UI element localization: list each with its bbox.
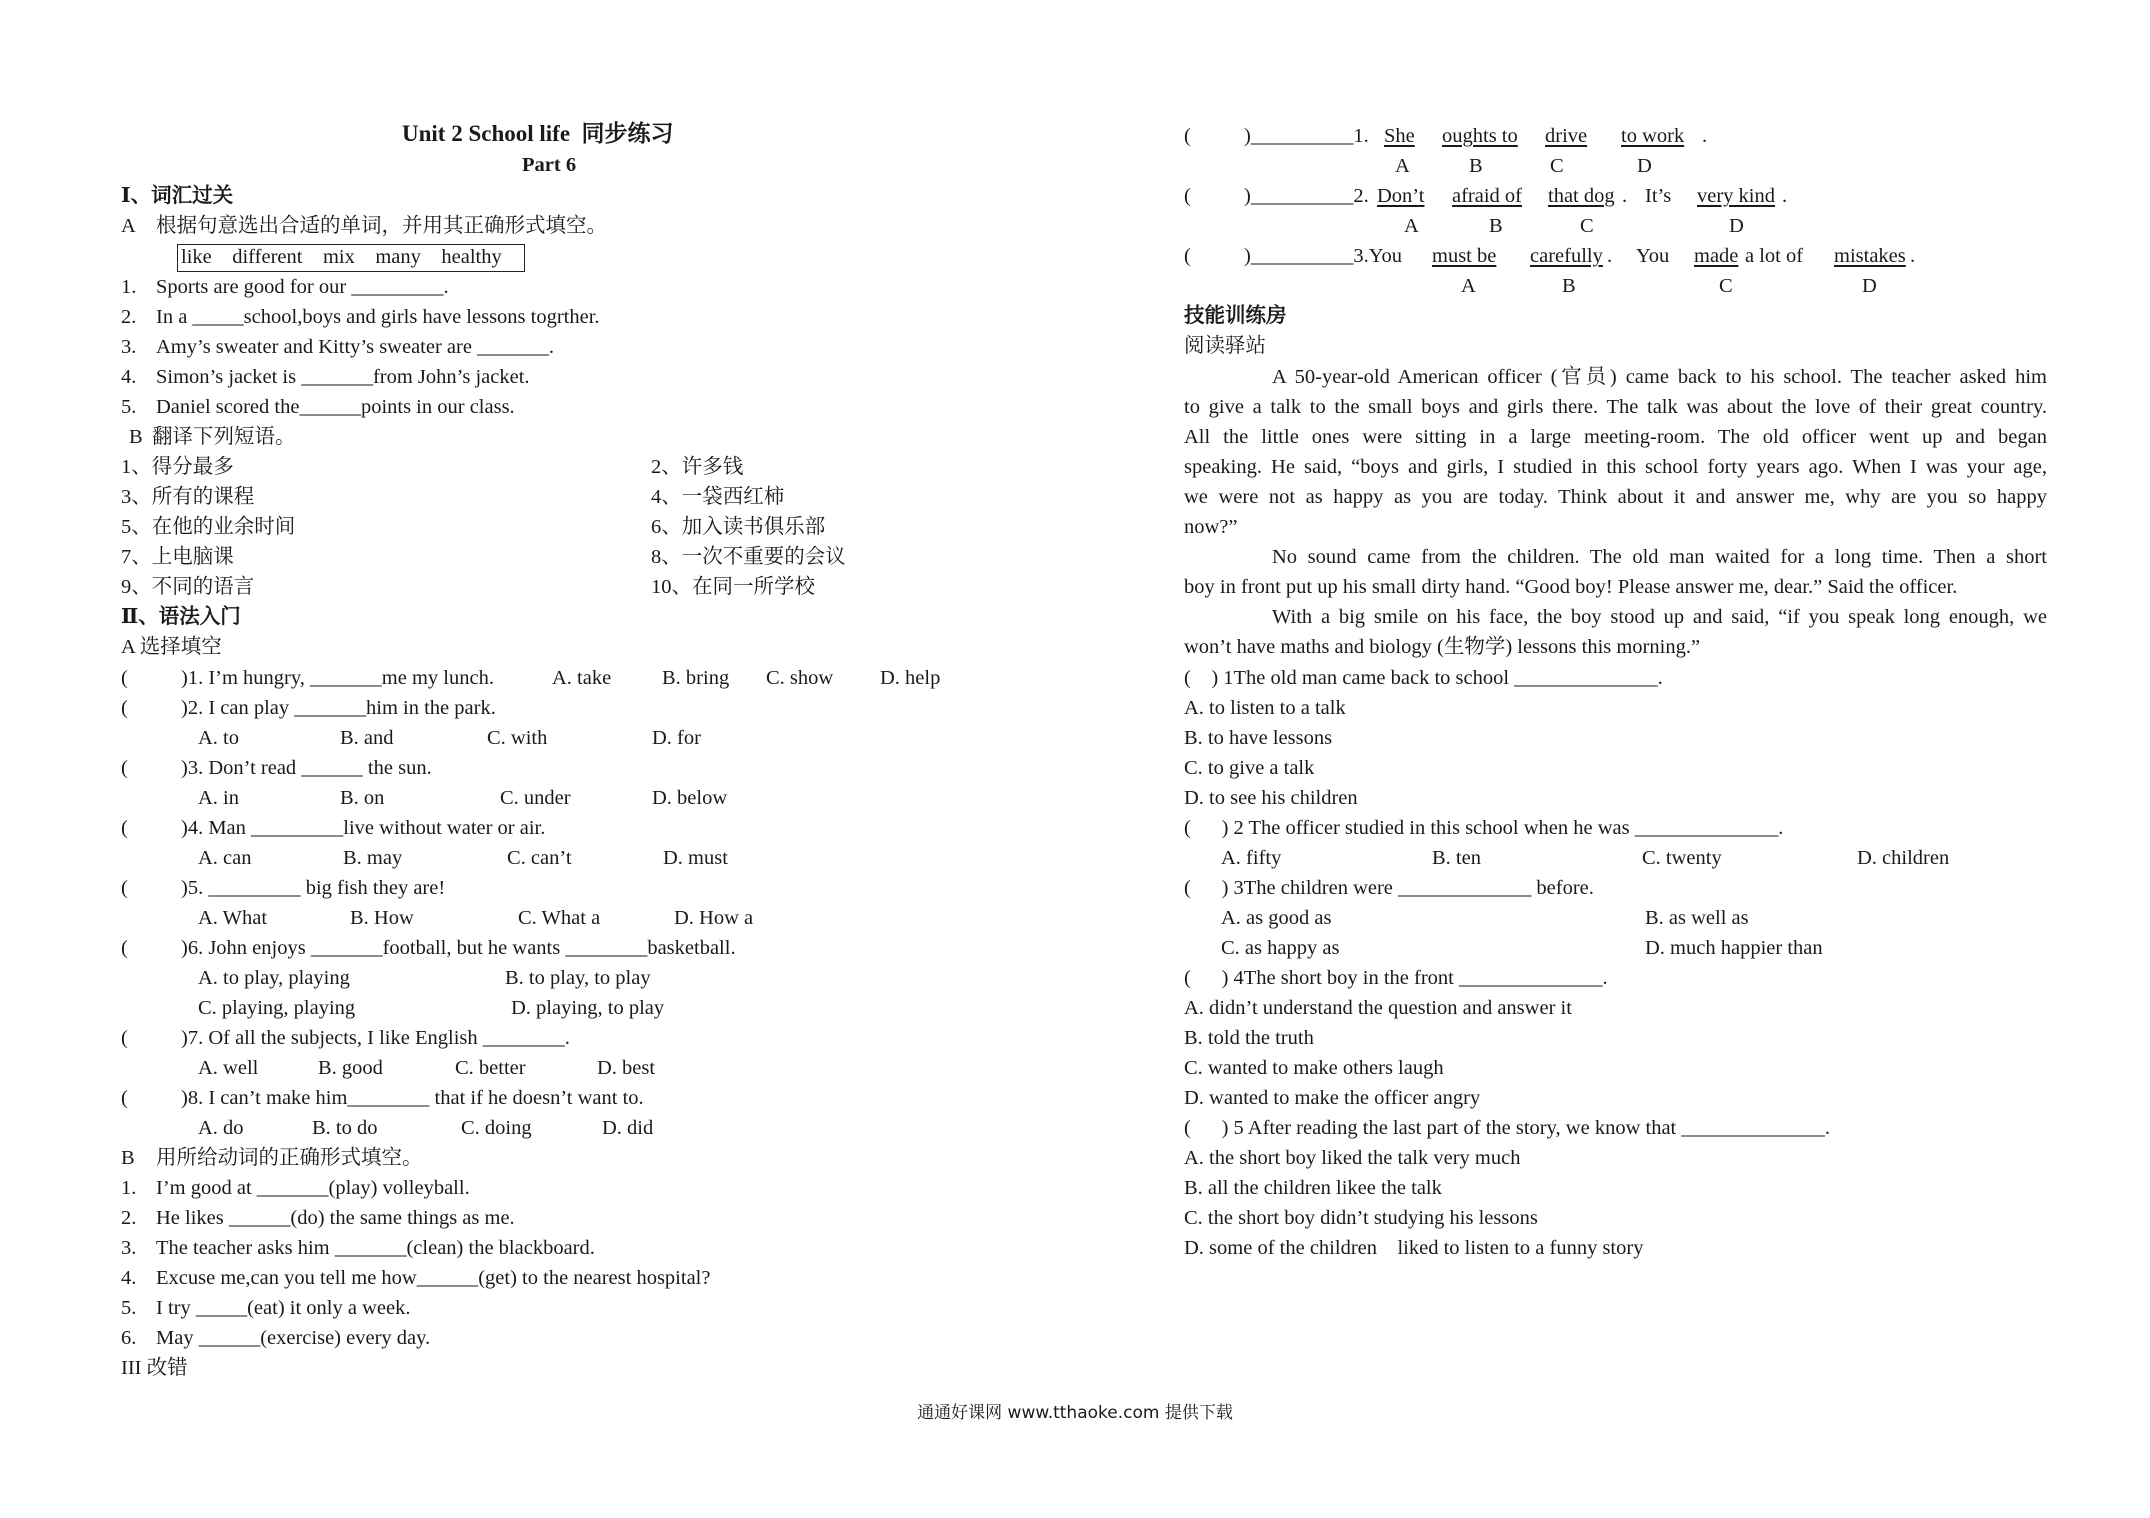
verb-num: 5. (121, 1297, 137, 1319)
error-2-dot: . (1622, 185, 1628, 207)
phrase-item: 2、许多钱 (651, 456, 744, 478)
error-3-part: mistakes (1834, 245, 1906, 267)
vocab-item: Sports are good for our _________. (156, 276, 449, 298)
error-3-part: a lot of (1745, 245, 1804, 267)
option: A. take (552, 667, 612, 689)
verb-item: I try _____(eat) it only a week. (156, 1297, 411, 1319)
passage-line: No sound came from the children. The old man waited for a long time. Then a short (1272, 546, 2047, 568)
error-1-part: oughts to (1442, 125, 1518, 147)
option: A. in (198, 787, 239, 809)
error-3-part: carefully (1530, 245, 1603, 267)
option: B. told the truth (1184, 1027, 1314, 1049)
vocab-item: Amy’s sweater and Kitty’s sweater are _______. (156, 336, 554, 358)
error-1-part: drive (1545, 125, 1588, 147)
error-2-period: . (1782, 185, 1788, 207)
vocab-num: 5. (121, 396, 137, 418)
error-3-period: . (1910, 245, 1916, 267)
footer-credit: 通通好课网 www.tthaoke.com 提供下载 (917, 1403, 1233, 1423)
option: C. as happy as (1221, 937, 1340, 959)
option: D. children (1857, 847, 1950, 869)
option: C. wanted to make others laugh (1184, 1057, 1444, 1079)
question-6: )6. John enjoys _______football, but he wants ________basketball. (181, 937, 736, 959)
option: D. playing, to play (511, 997, 665, 1019)
option: A. to (198, 727, 239, 749)
passage-line: All the little ones were sitting in a large meeting-room. The old officer went up and began (1184, 426, 2047, 448)
question-paren: ( (121, 817, 128, 839)
option: C. What a (518, 907, 601, 929)
letter-a: A (1461, 275, 1476, 297)
option: D. much happier than (1645, 937, 1823, 959)
page-subtitle: Part 6 (522, 154, 577, 176)
verb-item: I’m good at _______(play) volleyball. (156, 1177, 470, 1199)
section-1-heading: Ⅰ、词汇过关 (121, 185, 234, 207)
phrase-item: 9、不同的语言 (121, 576, 255, 598)
section-4-subheading: 阅读驿站 (1184, 335, 1266, 357)
verb-num: 3. (121, 1237, 137, 1259)
passage-line: now?” (1184, 516, 1238, 538)
verb-num: 2. (121, 1207, 137, 1229)
option: D. must (663, 847, 728, 869)
letter-a: A (1404, 215, 1419, 237)
error-3-part: made (1694, 245, 1739, 267)
question-paren: ( (121, 667, 128, 689)
phrase-item: 5、在他的业余时间 (121, 516, 296, 538)
option: B. ten (1432, 847, 1481, 869)
phrase-item: 6、加入读书俱乐部 (651, 516, 826, 538)
phrase-item: 3、所有的课程 (121, 486, 255, 508)
reading-question-3: ( ) 3The children were _____________ before. (1184, 877, 1594, 899)
option: C. with (487, 727, 548, 749)
option: A. fifty (1221, 847, 1282, 869)
letter-c: C (1550, 155, 1564, 177)
error-2-part: very kind (1697, 185, 1775, 207)
vocab-num: 2. (121, 306, 137, 328)
reading-question-5: ( ) 5 After reading the last part of the story, we know that ______________. (1184, 1117, 1830, 1139)
letter-b: B (1489, 215, 1503, 237)
vocab-item: In a _____school,boys and girls have lessons togrther. (156, 306, 600, 328)
section-1b-label: B (129, 426, 143, 448)
option: B. to have lessons (1184, 727, 1333, 749)
letter-b: B (1469, 155, 1483, 177)
option: B. to play, to play (505, 967, 651, 989)
vocab-num: 1. (121, 276, 137, 298)
letter-c: C (1719, 275, 1733, 297)
vocab-item: Simon’s jacket is _______from John’s jacket. (156, 366, 530, 388)
vocab-item: Daniel scored the______points in our class. (156, 396, 515, 418)
question-3: )3. Don’t read ______ the sun. (181, 757, 432, 779)
question-paren: ( (121, 877, 128, 899)
letter-b: B (1562, 275, 1576, 297)
option: A. well (198, 1057, 259, 1079)
passage-line: With a big smile on his face, the boy stood up and said, “if you speak long enough, we (1272, 606, 2047, 628)
option: A. do (198, 1117, 244, 1139)
error-3-part: must be (1432, 245, 1497, 267)
question-5: )5. _________ big fish they are! (181, 877, 446, 899)
option: A. can (198, 847, 252, 869)
verb-item: Excuse me,can you tell me how______(get) to the nearest hospital? (156, 1267, 711, 1289)
passage-line: speaking. He said, “boys and girls, I studied in this school forty years ago. When I was your age, (1184, 456, 2047, 478)
option: D. best (597, 1057, 656, 1079)
section-2a-label: A 选择填空 (121, 636, 222, 658)
letter-a: A (1395, 155, 1410, 177)
error-2-number: )__________2. (1244, 185, 1369, 207)
passage-line: won’t have maths and biology (生物学) lessons this morning.” (1184, 636, 1701, 658)
phrase-item: 4、一袋西红柿 (651, 486, 785, 508)
option: C. playing, playing (198, 997, 356, 1019)
option: D. for (652, 727, 701, 749)
option: A. the short boy liked the talk very much (1184, 1147, 1521, 1169)
section-2-heading: Ⅱ、语法入门 (121, 606, 241, 628)
verb-num: 4. (121, 1267, 137, 1289)
option: B. bring (662, 667, 730, 689)
option: D. to see his children (1184, 787, 1358, 809)
error-2-part: It’s (1645, 185, 1672, 207)
passage-line: to give a talk to the small boys and girls there. The talk was about the love of their great country. (1184, 396, 2047, 418)
option: B. How (350, 907, 414, 929)
question-1: )1. I’m hungry, _______me my lunch. (181, 667, 494, 689)
error-paren: ( (1184, 125, 1191, 147)
section-2b-label: B (121, 1147, 135, 1169)
vocab-num: 4. (121, 366, 137, 388)
verb-num: 1. (121, 1177, 137, 1199)
error-2-part: that dog (1548, 185, 1615, 207)
phrase-item: 1、得分最多 (121, 456, 234, 478)
vocab-num: 3. (121, 336, 137, 358)
section-3-heading: III 改错 (121, 1357, 188, 1379)
option: C. show (766, 667, 834, 689)
letter-d: D (1637, 155, 1652, 177)
option: B. may (343, 847, 403, 869)
question-8: )8. I can’t make him________ that if he doesn’t want to. (181, 1087, 644, 1109)
passage-line: we were not as happy as you are today. Think about it and answer me, why are you so happy (1184, 486, 2047, 508)
section-1b-instruction: 翻译下列短语。 (152, 426, 296, 448)
option: D. wanted to make the officer angry (1184, 1087, 1481, 1109)
word-box-words: like different mix many healthy (181, 246, 502, 268)
option: D. some of the children liked to listen to a funny story (1184, 1237, 1644, 1259)
passage-line: boy in front put up his small dirty hand. “Good boy! Please answer me, dear.” Said the officer. (1184, 576, 1958, 598)
option: A. didn’t understand the question and answer it (1184, 997, 1572, 1019)
option: D. did (602, 1117, 654, 1139)
error-paren: ( (1184, 245, 1191, 267)
question-paren: ( (121, 937, 128, 959)
verb-item: He likes ______(do) the same things as me. (156, 1207, 515, 1229)
question-7: )7. Of all the subjects, I like English ________. (181, 1027, 570, 1049)
reading-question-1: ( ) 1The old man came back to school ______________. (1184, 667, 1663, 689)
letter-c: C (1580, 215, 1594, 237)
error-paren: ( (1184, 185, 1191, 207)
question-4: )4. Man _________live without water or air. (181, 817, 546, 839)
option: B. as well as (1645, 907, 1749, 929)
letter-d: D (1862, 275, 1877, 297)
phrase-item: 7、上电脑课 (121, 546, 234, 568)
section-2b-instruction: 用所给动词的正确形式填空。 (156, 1147, 423, 1169)
option: C. to give a talk (1184, 757, 1315, 779)
question-paren: ( (121, 757, 128, 779)
verb-item: The teacher asks him _______(clean) the blackboard. (156, 1237, 595, 1259)
option: B. and (340, 727, 394, 749)
option: C. better (455, 1057, 526, 1079)
error-2-part: Don’t (1377, 185, 1425, 207)
error-3-number: )__________3.You (1244, 245, 1402, 267)
option: C. doing (461, 1117, 532, 1139)
option: B. good (318, 1057, 383, 1079)
error-2-part: afraid of (1452, 185, 1522, 207)
error-1-number: )__________1. (1244, 125, 1369, 147)
phrase-item: 8、一次不重要的会议 (651, 546, 846, 568)
section-4-heading: 技能训练房 (1184, 305, 1287, 327)
verb-num: 6. (121, 1327, 137, 1349)
reading-question-2: ( ) 2 The officer studied in this school when he was ______________. (1184, 817, 1784, 839)
question-paren: ( (121, 1027, 128, 1049)
question-2: )2. I can play _______him in the park. (181, 697, 496, 719)
error-3-part: You (1636, 245, 1670, 267)
option: A. What (198, 907, 268, 929)
section-1a-label: A (121, 215, 136, 237)
verb-item: May ______(exercise) every day. (156, 1327, 431, 1349)
option: C. under (500, 787, 571, 809)
option: D. help (880, 667, 941, 689)
error-3-dot: . (1607, 245, 1613, 267)
option: C. can’t (507, 847, 572, 869)
option: D. How a (674, 907, 754, 929)
option: B. on (340, 787, 385, 809)
phrase-item: 10、在同一所学校 (651, 576, 815, 598)
question-paren: ( (121, 1087, 128, 1109)
error-1-part: to work (1621, 125, 1685, 147)
page-title: Unit 2 School life 同步练习 (402, 121, 674, 146)
passage-line: A 50-year-old American officer (官员) came back to his school. The teacher asked him (1272, 366, 2047, 388)
option: B. all the children likee the talk (1184, 1177, 1442, 1199)
letter-d: D (1729, 215, 1744, 237)
error-1-period: . (1702, 125, 1708, 147)
reading-question-4: ( ) 4The short boy in the front ______________. (1184, 967, 1608, 989)
option: A. to listen to a talk (1184, 697, 1346, 719)
option: C. twenty (1642, 847, 1722, 869)
question-paren: ( (121, 697, 128, 719)
option: B. to do (312, 1117, 378, 1139)
option: C. the short boy didn’t studying his lessons (1184, 1207, 1538, 1229)
option: D. below (652, 787, 728, 809)
option: A. as good as (1221, 907, 1332, 929)
section-1a-instruction: 根据句意选出合适的单词，并用其正确形式填空。 (156, 215, 607, 237)
option: A. to play, playing (198, 967, 350, 989)
error-1-part: She (1384, 125, 1415, 147)
